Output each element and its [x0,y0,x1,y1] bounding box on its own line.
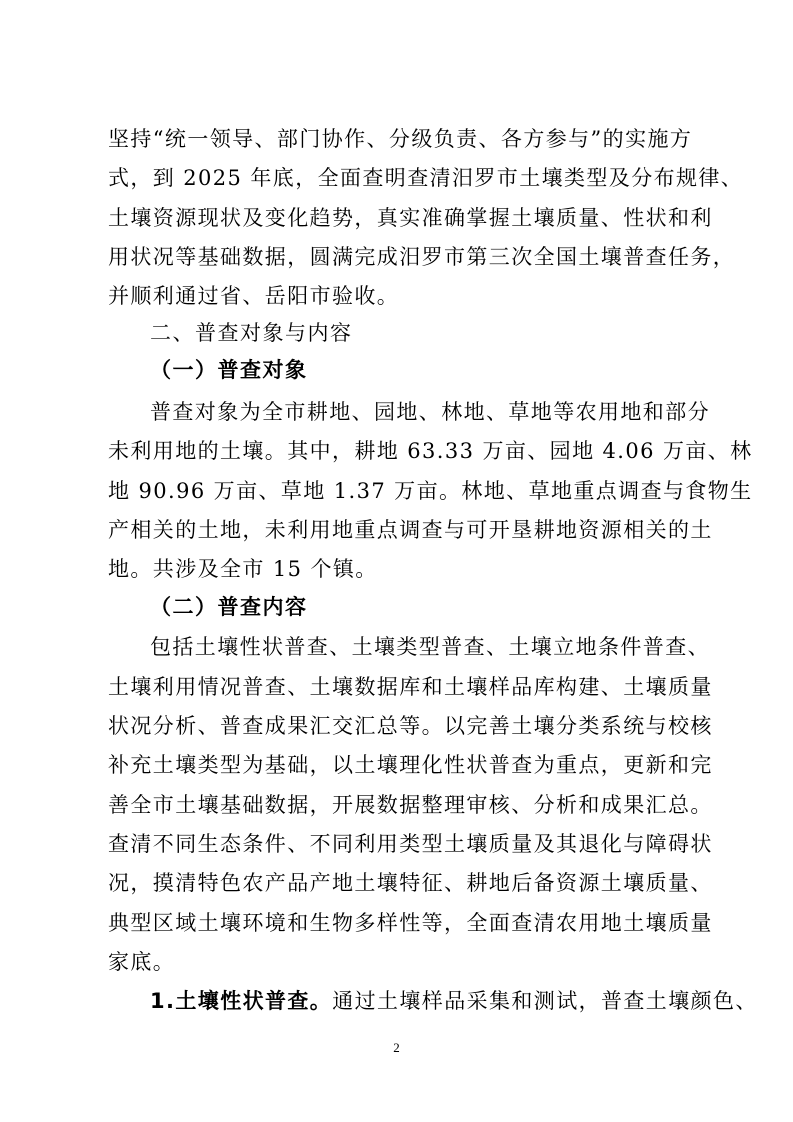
body-text-line: 地 90.96 万亩、草地 1.37 万亩。林地、草地重点调查与食物生 [108,479,753,503]
body-text-line: 坚持“统一领导、部门协作、分级负责、各方参与”的实施方 [108,127,693,151]
body-text-line: 地。共涉及全市 15 个镇。 [108,557,378,581]
item-line [150,986,758,1016]
page-number: 2 [393,1040,400,1055]
body-text-line: 并顺利通过省、岳阳市验收。 [108,284,400,308]
body-text-line: 普查对象为全市耕地、园地、林地、草地等农用地和部分 [150,400,710,424]
body-text-line: 查清不同生态条件、不同利用类型土壤质量及其退化与障碍状 [108,832,713,856]
body-text-line: 补充土壤类型为基础，以土壤理化性状普查为重点，更新和完 [108,753,713,777]
subsection-heading: （二）普查内容 [150,594,308,619]
subsection-heading: （一）普查对象 [150,357,308,382]
body-text-line: 状况分析、普查成果汇交汇总等。以完善土壤分类系统与校核 [108,714,713,738]
item-text: 通过土壤样品采集和测试，普查土壤颜色、 [332,989,758,1013]
body-text-line: 用状况等基础数据，圆满完成汨罗市第三次全国土壤普查任务， [108,245,736,269]
body-text-line: 包括土壤性状普查、土壤类型普查、土壤立地条件普查、 [150,635,710,659]
body-text-line: 土壤资源现状及变化趋势，真实准确掌握土壤质量、性状和利 [108,206,713,230]
body-text-line: 未利用地的土壤。其中，耕地 63.33 万亩、园地 4.06 万亩、林 [108,439,753,463]
section-heading: 二、普查对象与内容 [150,321,353,345]
item-title: 1.土壤性状普查。 [150,989,333,1013]
body-text-line: 典型区域土壤环境和生物多样性等，全面查清农用地土壤质量 [108,911,713,935]
body-text-line: 土壤利用情况普查、土壤数据库和土壤样品库构建、土壤质量 [108,675,713,699]
body-text-line: 况，摸清特色农产品产地土壤特征、耕地后备资源土壤质量、 [108,871,713,895]
body-text-line: 式，到 2025 年底，全面查明查清汨罗市土壤类型及分布规律、 [108,166,744,190]
body-text-line: 产相关的土地，未利用地重点调查与可开垦耕地资源相关的土 [108,518,713,542]
body-text-line: 家底。 [108,950,176,974]
body-text-line: 善全市土壤基础数据，开展数据整理审核、分析和成果汇总。 [108,793,713,817]
